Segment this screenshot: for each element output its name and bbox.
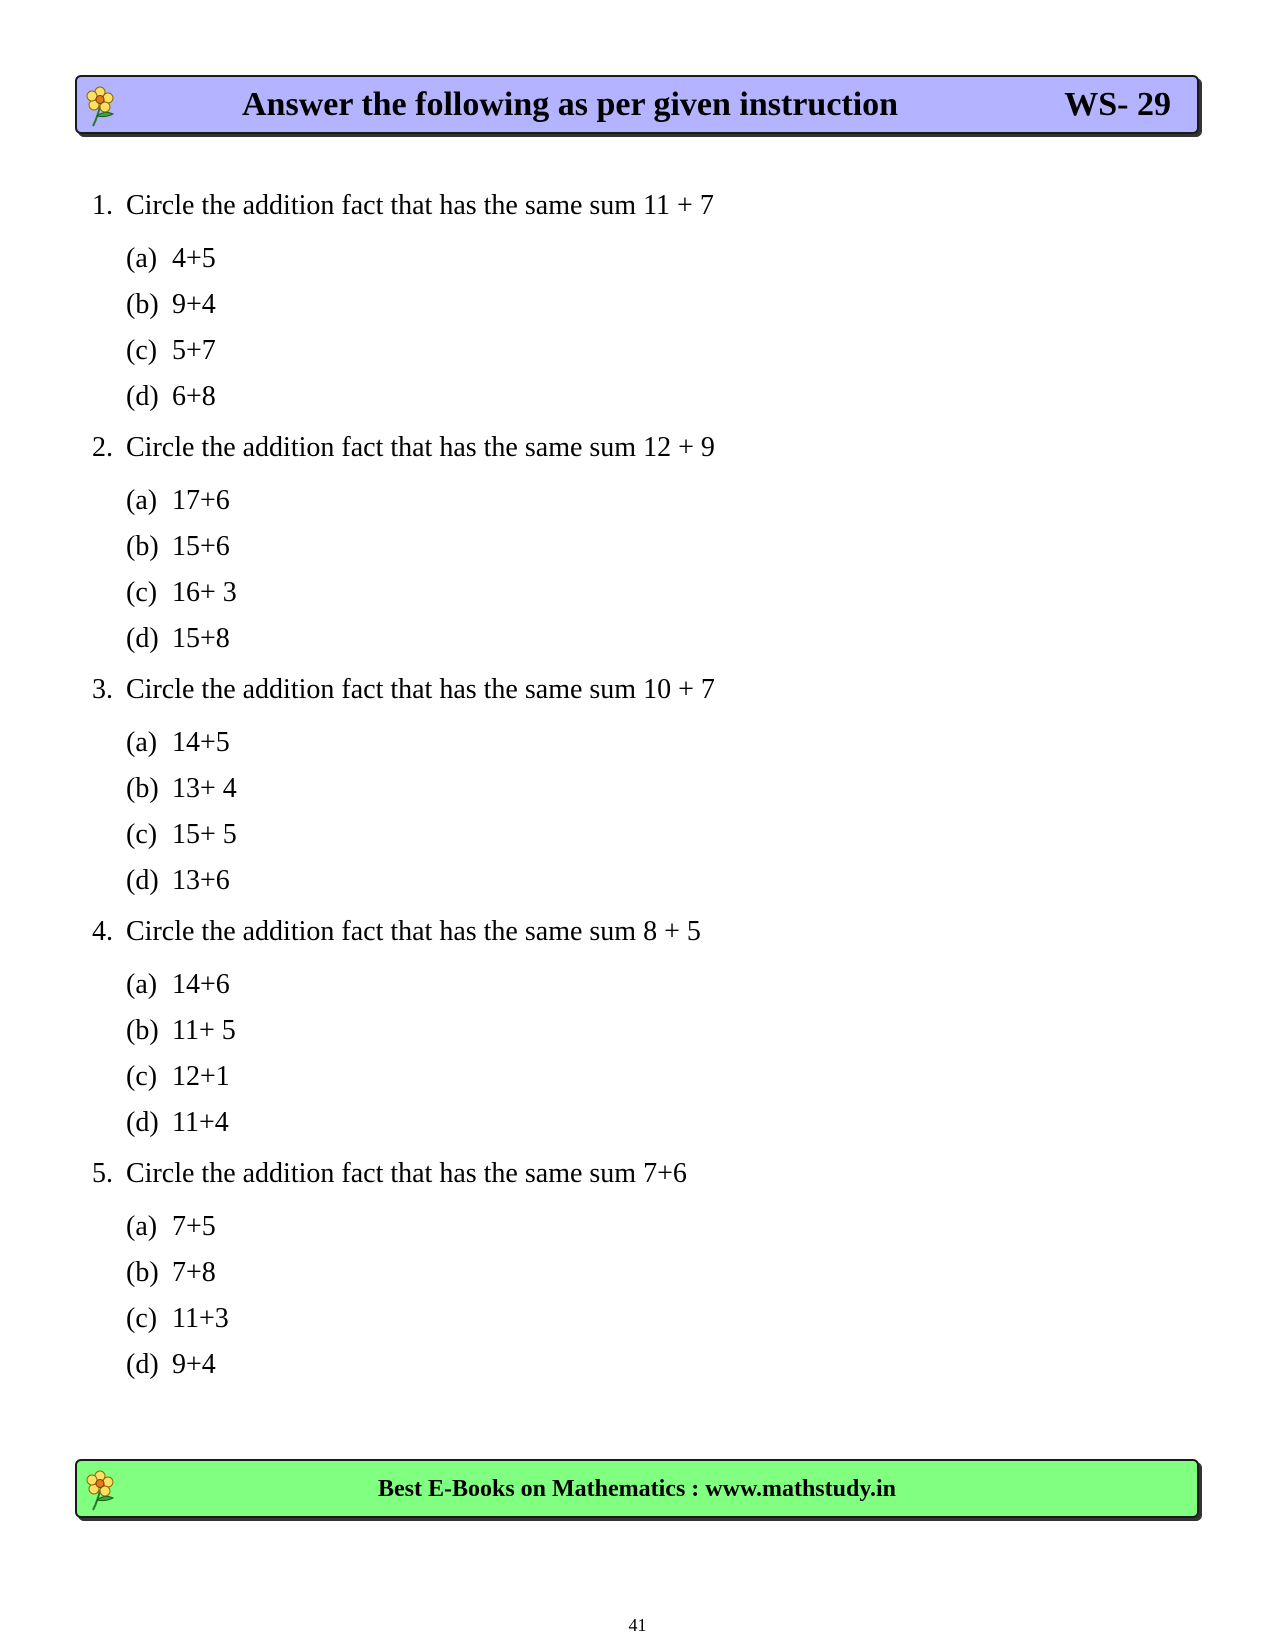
option-c	[92, 573, 1092, 619]
option-value: 9+4	[172, 1349, 216, 1380]
option-b	[92, 769, 1092, 815]
option-letter: (a)	[126, 485, 158, 516]
option-letter: (b)	[126, 773, 159, 804]
option-value: 15+6	[172, 531, 230, 562]
question-number: 3.	[92, 674, 113, 705]
option-value: 13+ 4	[172, 773, 237, 804]
option-letter: (a)	[126, 1211, 158, 1242]
option-value: 11+ 5	[172, 1015, 236, 1046]
option-letter: (b)	[126, 1257, 159, 1288]
question-list	[92, 186, 1092, 1391]
question-prompt: Circle the addition fact that has the same sum 10 + 7	[126, 674, 715, 705]
question-1	[92, 186, 1092, 423]
option-value: 14+5	[172, 727, 230, 758]
question-5	[92, 1154, 1092, 1391]
option-b	[92, 527, 1092, 573]
option-letter: (b)	[126, 1015, 159, 1046]
option-d	[92, 377, 1092, 423]
option-a	[92, 723, 1092, 769]
option-c	[92, 1299, 1092, 1345]
page-number: 41	[628, 1615, 647, 1635]
option-value: 16+ 3	[172, 577, 237, 608]
flower-icon	[83, 84, 123, 128]
option-value: 9+4	[172, 289, 216, 320]
option-a	[92, 239, 1092, 285]
question-prompt: Circle the addition fact that has the same sum 11 + 7	[126, 190, 714, 221]
option-value: 17+6	[172, 485, 230, 516]
question-text	[92, 186, 1092, 226]
question-prompt: Circle the addition fact that has the same sum 12 + 9	[126, 432, 715, 463]
question-number: 1.	[92, 190, 113, 221]
option-letter: (d)	[126, 623, 159, 654]
option-letter: (a)	[126, 969, 158, 1000]
footer-text: Best E-Books on Mathematics : www.mathstudy.in	[377, 1476, 897, 1502]
option-b	[92, 285, 1092, 331]
option-value: 7+8	[172, 1257, 216, 1288]
option-a	[92, 481, 1092, 527]
question-prompt: Circle the addition fact that has the same sum 7+6	[126, 1158, 687, 1189]
question-number: 5.	[92, 1158, 113, 1189]
footer-banner	[75, 1459, 1199, 1518]
option-value: 11+4	[172, 1107, 229, 1138]
question-number: 2.	[92, 432, 113, 463]
option-value: 11+3	[172, 1303, 229, 1334]
option-c	[92, 1057, 1092, 1103]
option-b	[92, 1253, 1092, 1299]
question-2	[92, 428, 1092, 665]
option-value: 5+7	[172, 335, 216, 366]
page-title: Answer the following as per given instruction	[242, 86, 899, 123]
question-text	[92, 428, 1092, 468]
option-letter: (d)	[126, 1107, 159, 1138]
option-a	[92, 1207, 1092, 1253]
question-prompt: Circle the addition fact that has the same sum 8 + 5	[126, 916, 701, 947]
option-letter: (c)	[126, 1303, 158, 1334]
option-value: 7+5	[172, 1211, 216, 1242]
option-letter: (a)	[126, 727, 158, 758]
worksheet-label: WS- 29	[1064, 86, 1171, 123]
question-4	[92, 912, 1092, 1149]
option-c	[92, 815, 1092, 861]
option-letter: (b)	[126, 531, 159, 562]
option-value: 4+5	[172, 243, 216, 274]
option-letter: (a)	[126, 243, 158, 274]
option-b	[92, 1011, 1092, 1057]
option-letter: (d)	[126, 1349, 159, 1380]
option-value: 12+1	[172, 1061, 230, 1092]
question-text	[92, 912, 1092, 952]
question-3	[92, 670, 1092, 907]
header-banner	[75, 75, 1199, 134]
option-letter: (d)	[126, 381, 159, 412]
option-a	[92, 965, 1092, 1011]
option-d	[92, 861, 1092, 907]
option-letter: (c)	[126, 1061, 158, 1092]
option-letter: (c)	[126, 335, 158, 366]
option-d	[92, 619, 1092, 665]
option-value: 15+ 5	[172, 819, 237, 850]
option-value: 6+8	[172, 381, 216, 412]
question-text	[92, 670, 1092, 710]
question-text	[92, 1154, 1092, 1194]
option-letter: (d)	[126, 865, 159, 896]
option-value: 13+6	[172, 865, 230, 896]
option-c	[92, 331, 1092, 377]
question-number: 4.	[92, 916, 113, 947]
option-letter: (b)	[126, 289, 159, 320]
option-d	[92, 1103, 1092, 1149]
option-letter: (c)	[126, 819, 158, 850]
option-letter: (c)	[126, 577, 158, 608]
option-value: 14+6	[172, 969, 230, 1000]
option-d	[92, 1345, 1092, 1391]
option-value: 15+8	[172, 623, 230, 654]
